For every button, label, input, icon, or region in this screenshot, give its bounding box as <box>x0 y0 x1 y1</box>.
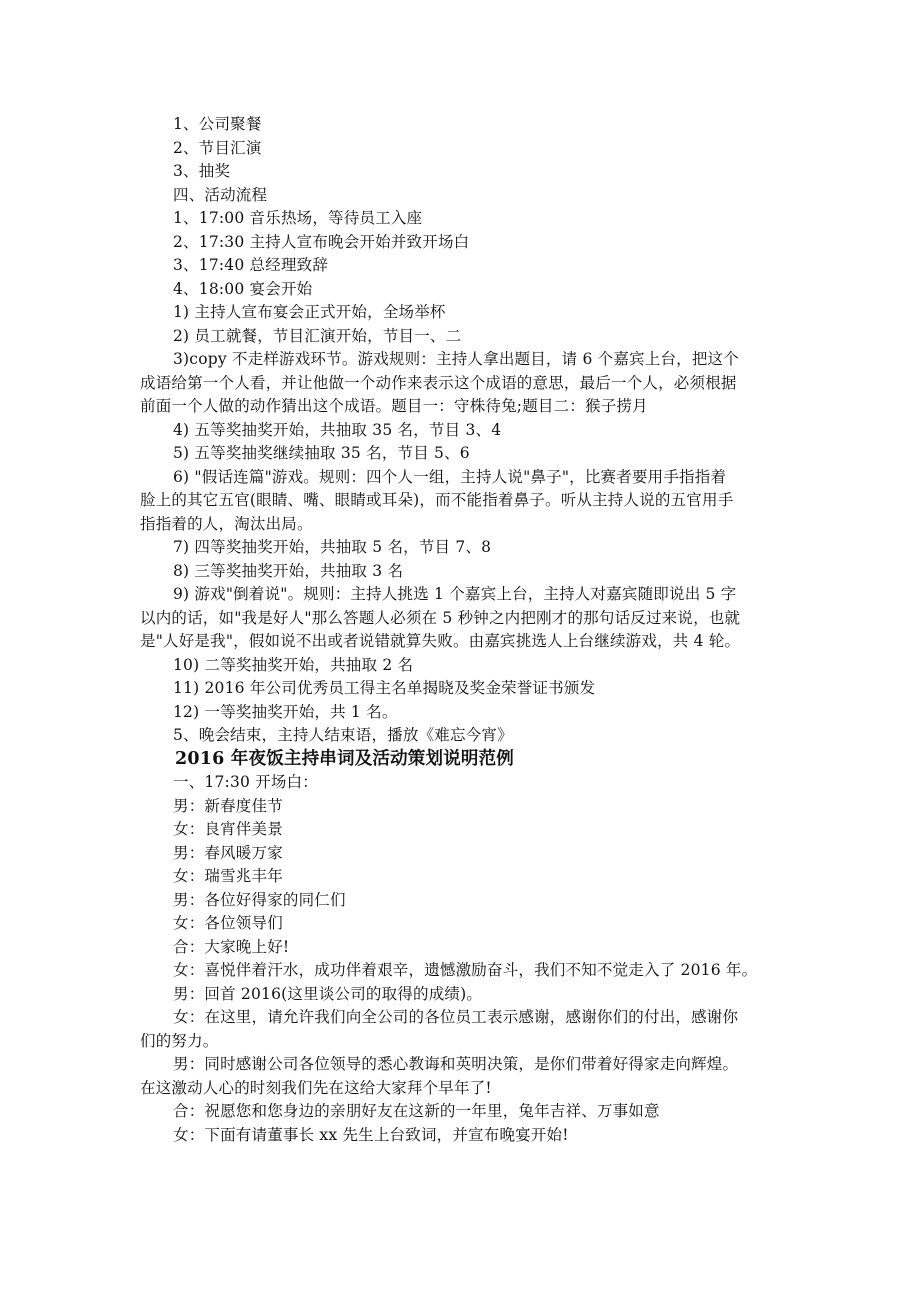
text-line: 成语给第一个人看，并让他做一个动作来表示这个成语的意思，最后一个人，必须根据 <box>140 373 737 392</box>
text-line: 男：各位好得家的同仁们 <box>173 890 346 909</box>
text-line: 3、17:40 总经理致辞 <box>173 256 329 274</box>
paragraph <box>140 325 790 349</box>
text-line: 指指着的人，淘汰出局。 <box>140 514 313 533</box>
paragraph <box>140 301 790 325</box>
paragraph <box>140 983 790 1007</box>
paragraph <box>140 231 790 255</box>
text-line: 3、抽奖 <box>173 162 231 180</box>
text-line: 以内的话，如"我是好人"那么答题人必须在 5 秒钟之内把刚才的那句话反过来说，也就 <box>140 608 741 627</box>
text-line: 女：各位领导们 <box>173 914 283 932</box>
paragraph <box>140 959 790 983</box>
paragraph <box>140 795 790 819</box>
paragraph <box>140 278 790 302</box>
text-line: 4) 五等奖抽奖开始，共抽取 35 名，节目 3、4 <box>173 420 502 439</box>
paragraph <box>140 442 790 466</box>
paragraph <box>140 160 790 184</box>
text-line: 一、17:30 开场白： <box>173 773 318 791</box>
text-line: 4、18:00 宴会开始 <box>173 279 313 298</box>
text-line: 3)copy 不走样游戏环节。游戏规则：主持人拿出题目，请 6 个嘉宾上台，把这个 <box>173 350 739 368</box>
paragraph <box>140 348 790 419</box>
text-line: 四、活动流程 <box>173 185 268 204</box>
paragraph <box>140 583 790 654</box>
paragraph <box>140 1124 790 1148</box>
text-line: 10) 二等奖抽奖开始，共抽取 2 名 <box>173 655 414 674</box>
text-line: 女：良宵伴美景 <box>173 820 283 838</box>
text-line: 2、节目汇演 <box>173 138 262 157</box>
text-line: 9) 游戏"倒着说"。规则：主持人挑选 1 个嘉宾上台，主持人对嘉宾随即说出 5 字 <box>173 585 737 603</box>
section-title <box>140 748 790 772</box>
paragraph <box>140 842 790 866</box>
paragraph <box>140 1053 790 1100</box>
text-line: 女：在这里，请允许我们向全公司的各位员工表示感谢，感谢你们的付出，感谢你 <box>173 1008 739 1026</box>
text-line: 脸上的其它五官(眼睛、嘴、眼睛或耳朵)，而不能指着鼻子。听从主持人说的五官用手 <box>140 491 734 509</box>
paragraph <box>140 865 790 889</box>
paragraph <box>140 936 790 960</box>
paragraph <box>140 560 790 584</box>
text-line: 2) 员工就餐，节目汇演开始，节目一、二 <box>173 326 462 345</box>
paragraph <box>140 1100 790 1124</box>
paragraph <box>140 113 790 137</box>
text-line: 男：新春度佳节 <box>173 796 283 815</box>
text-line: 5、晚会结束，主持人结束语，播放《难忘今宵》 <box>173 726 513 744</box>
text-line: 5) 五等奖抽奖继续抽取 35 名，节目 5、6 <box>173 444 470 462</box>
paragraph <box>140 466 790 537</box>
text-line: 女：下面有请董事长 xx 先生上台致词，并宣布晚宴开始! <box>173 1125 569 1144</box>
text-line: 合：祝愿您和您身边的亲朋好友在这新的一年里，兔年吉祥、万事如意 <box>173 1102 660 1120</box>
paragraph <box>140 724 790 748</box>
paragraph <box>140 1006 790 1053</box>
paragraph <box>140 677 790 701</box>
paragraph <box>140 818 790 842</box>
paragraph <box>140 254 790 278</box>
text-line: 1、公司聚餐 <box>173 115 262 133</box>
paragraph <box>140 889 790 913</box>
text-line: 在这激动人心的时刻我们先在这给大家拜个早年了! <box>140 1078 492 1097</box>
text-line: 合：大家晚上好! <box>173 937 290 956</box>
text-line: 男：回首 2016(这里谈公司的取得的成绩)。 <box>173 984 483 1003</box>
text-line: 女：瑞雪兆丰年 <box>173 867 283 885</box>
text-line: 7) 四等奖抽奖开始，共抽取 5 名，节目 7、8 <box>173 538 492 556</box>
text-line: 12) 一等奖抽奖开始，共 1 名。 <box>173 702 398 721</box>
paragraph <box>140 184 790 208</box>
paragraph <box>140 137 790 161</box>
paragraph <box>140 654 790 678</box>
text-line: 11) 2016 年公司优秀员工得主名单揭晓及奖金荣誉证书颁发 <box>173 679 596 697</box>
paragraph <box>140 207 790 231</box>
text-line: 男：春风暖万家 <box>173 843 283 862</box>
paragraph <box>140 912 790 936</box>
text-line: 8) 三等奖抽奖开始，共抽取 3 名 <box>173 561 404 580</box>
text-line: 1、17:00 音乐热场，等待员工入座 <box>173 209 423 227</box>
document-body <box>140 113 790 1147</box>
text-line: 是"人好是我"，假如说不出或者说错就算失败。由嘉宾挑选人上台继续游戏，共 4 轮。 <box>140 632 741 650</box>
text-line: 1) 主持人宣布宴会正式开始，全场举杯 <box>173 303 446 321</box>
text-line: 2、17:30 主持人宣布晚会开始并致开场白 <box>173 232 470 251</box>
text-line: 2016 年夜饭主持串词及活动策划说明范例 <box>175 748 514 769</box>
text-line: 前面一个人做的动作猜出这个成语。题目一：守株待兔;题目二：猴子捞月 <box>140 397 648 415</box>
text-line: 女：喜悦伴着汗水，成功伴着艰辛，遗憾激励奋斗，我们不知不觉走入了 2016 年。 <box>173 961 758 979</box>
paragraph <box>140 536 790 560</box>
text-line: 们的努力。 <box>140 1031 219 1050</box>
paragraph <box>140 419 790 443</box>
paragraph <box>140 771 790 795</box>
paragraph <box>140 701 790 725</box>
text-line: 6) "假话连篇"游戏。规则：四个人一组，主持人说"鼻子"，比赛者要用手指指着 <box>173 467 727 486</box>
text-line: 男：同时感谢公司各位领导的悉心教诲和英明决策，是你们带着好得家走向辉煌。 <box>173 1055 739 1073</box>
